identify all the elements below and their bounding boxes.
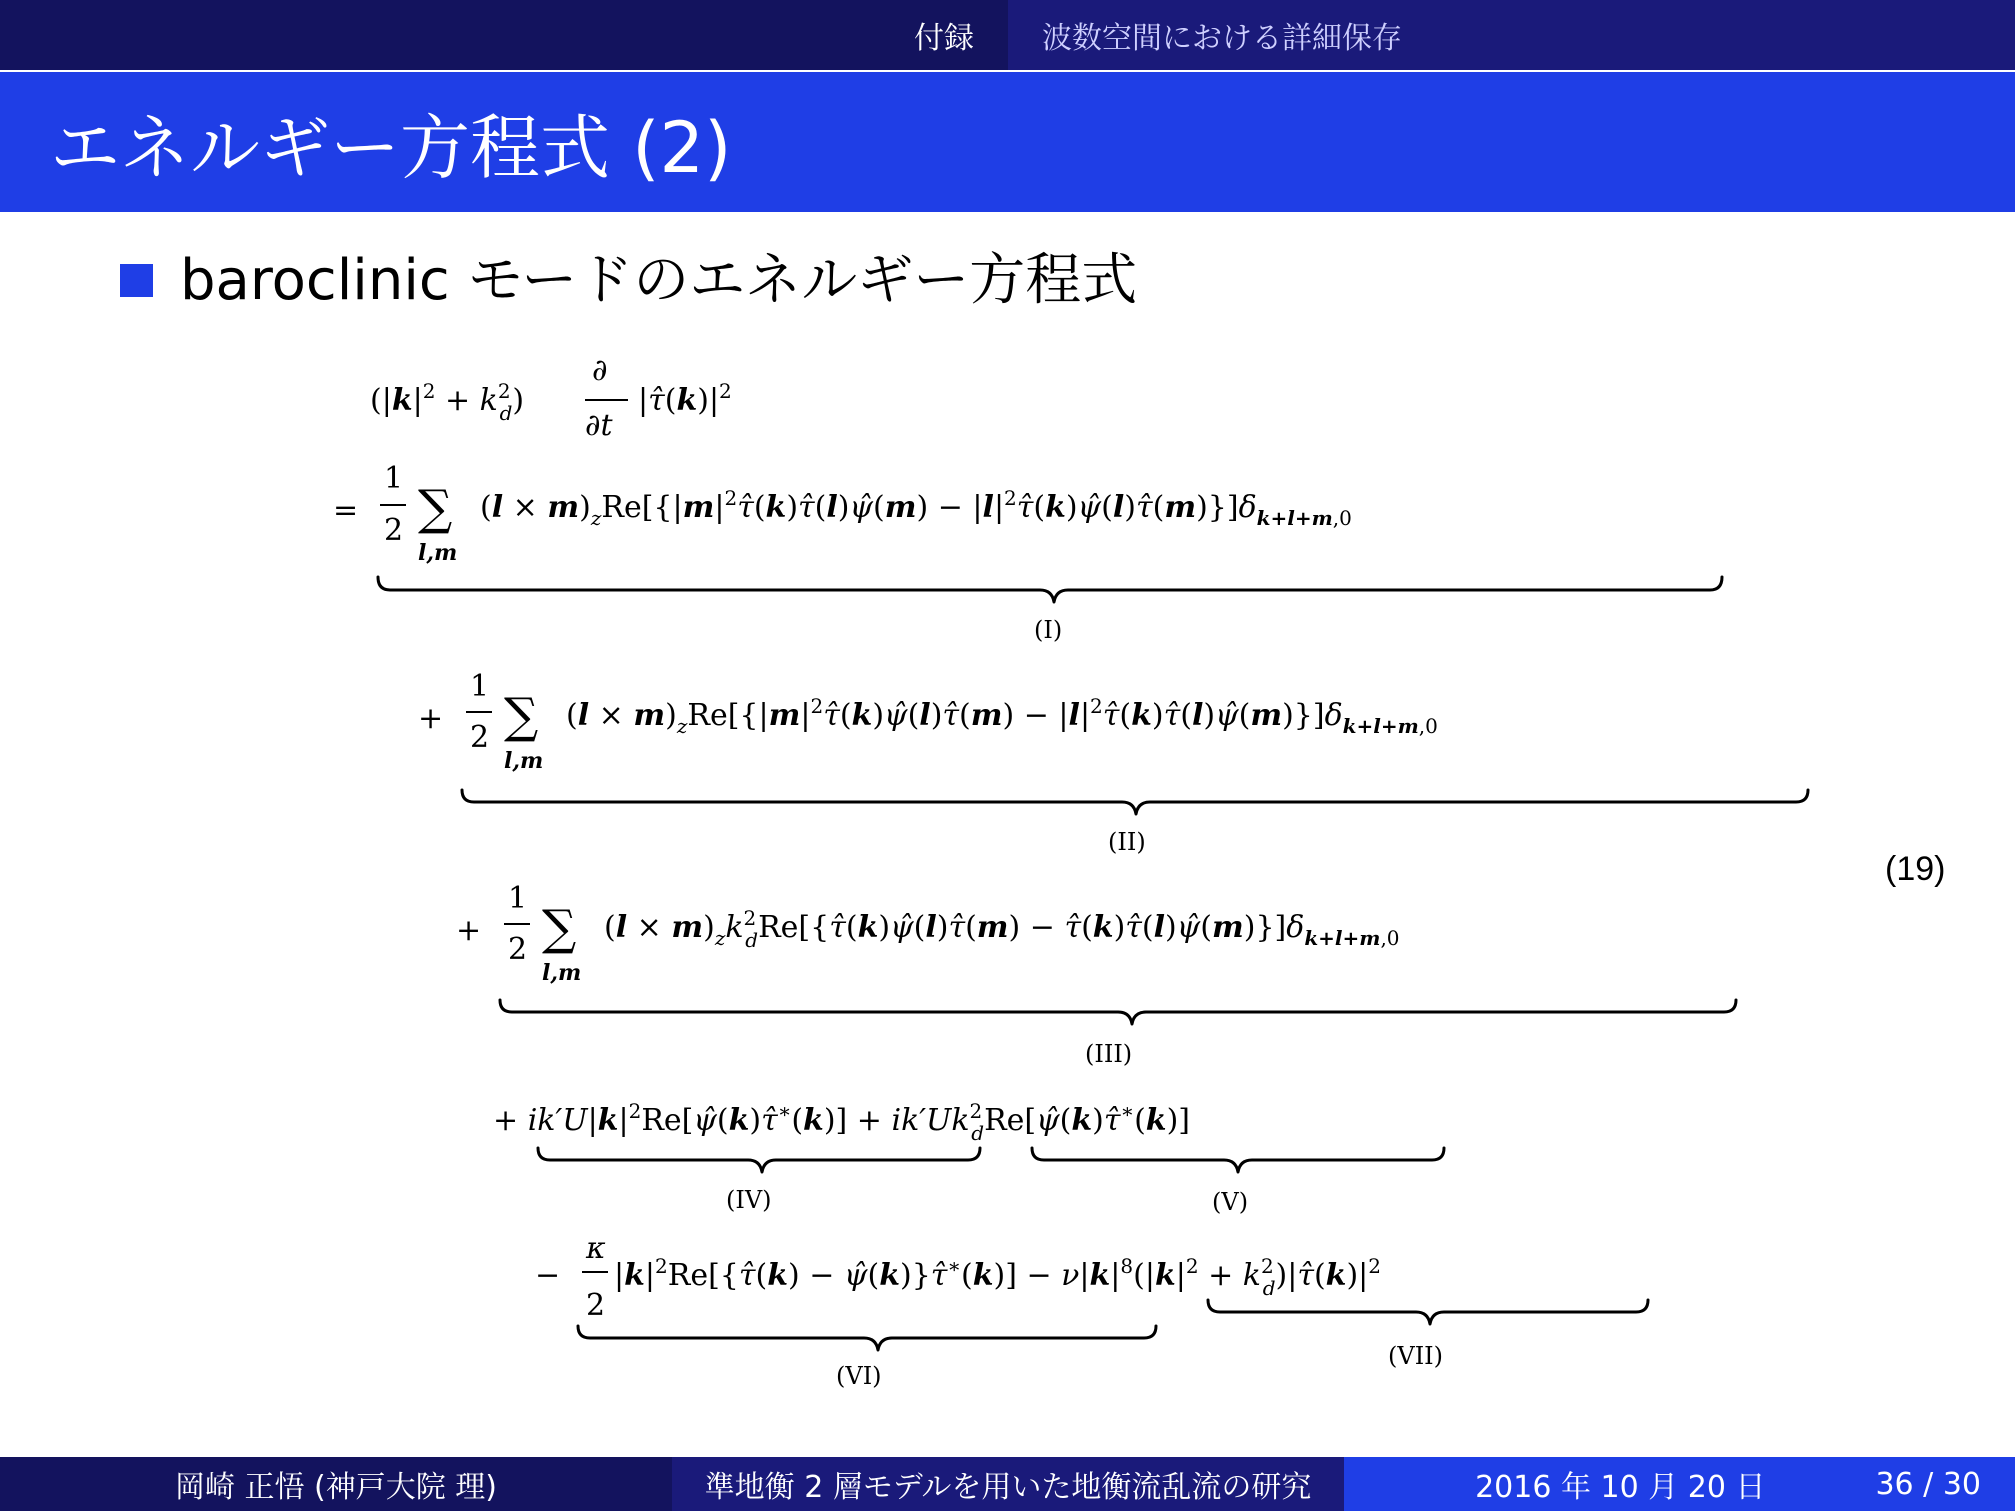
- nav-section-appendix[interactable]: 付録: [914, 21, 974, 56]
- term-label-I: (I): [1034, 616, 1063, 644]
- term-label-VI: (VI): [836, 1362, 882, 1390]
- footer-page-number: 36 / 30: [1875, 1466, 1981, 1502]
- svg-text:−: −: [535, 1258, 561, 1293]
- equation-term-IV-V: [493, 1099, 1444, 1216]
- term-label-IV: (IV): [726, 1186, 772, 1214]
- top-navigation: [0, 0, 2015, 70]
- footer-author: 岡崎 正悟 (神戸大院 理): [0, 1457, 672, 1511]
- term-label-II: (II): [1108, 828, 1146, 856]
- svg-text:∑: ∑: [418, 480, 453, 536]
- bullet-square-icon: [120, 264, 153, 297]
- svg-text:l,m: l,m: [418, 540, 458, 566]
- footer-date: 2016 年 10 月 20 日: [1475, 1470, 1766, 1505]
- svg-text:|τ̂(k)|2: $|\taû(k)|^2$: [638, 379, 732, 418]
- slide-title-bar: [0, 72, 2015, 212]
- equation-term-VI-VII: [535, 1231, 1648, 1390]
- nav-subsection[interactable]: 波数空間における詳細保存: [1008, 0, 2015, 70]
- svg-text:∑: ∑: [504, 688, 539, 744]
- svg-text:+: +: [456, 913, 482, 948]
- svg-text:+ ik′U|k|2Re[ψ̂(k)τ̂∗(k)] + ik: + $ik'U|k|^2Re[\psî(k)\taû^∗(k)] + ik'Uk^2$ dRe[ψ̂(k)τ̂∗(k)]: [493, 1099, 1191, 1145]
- equation-lhs: [370, 353, 732, 443]
- term-label-VII: (VII): [1388, 1342, 1444, 1370]
- term-label-III: (III): [1085, 1040, 1133, 1068]
- svg-text:|k|2Re[{τ̂(k) − ψ̂(k)}τ̂∗(k)]: $|k|^2Re[\{\taû(k)$ − ψ̂(k)}τ̂∗(k)] − $\nu|k|^8(|k|^2 + k^2$ $d)|\taû(k)|^2$: [614, 1254, 1382, 1300]
- svg-text:1: 1: [508, 881, 528, 916]
- equation-number: (19): [1885, 850, 1946, 888]
- svg-text:+: +: [418, 701, 444, 736]
- footer-date-page: [1344, 1457, 2015, 1511]
- footer-bar: [0, 1457, 2015, 1511]
- equation-term-III: [456, 881, 1736, 1068]
- svg-text:∑: ∑: [542, 900, 577, 956]
- svg-text:κ: κ: [586, 1231, 606, 1266]
- equation-term-I: [333, 461, 1722, 644]
- svg-text:∂t: ∂t: [585, 408, 613, 443]
- svg-text:(l × m)zRe[{|m|2τ̂(k)ψ̂(l)τ̂(m: $(l \times m)_zRe[\{|m|^2\taû(k)\psî(l)\taû(m)$ − $|l|^2\taû(k)\taû(l)\psî(m)\}]\delta_{k+l+m},0$: [566, 694, 1438, 738]
- svg-text:2: 2: [384, 513, 404, 548]
- equation-term-II: [418, 669, 1808, 856]
- slide-title: エネルギー方程式 (2): [50, 106, 732, 189]
- term-label-V: (V): [1212, 1188, 1249, 1216]
- footer-talk-title: 準地衡 2 層モデルを用いた地衡流乱流の研究: [672, 1457, 1344, 1511]
- svg-text:2: 2: [508, 932, 528, 967]
- svg-text:(|k|2 + k2d): ($|k|^2 + k^2$ d): [370, 379, 525, 425]
- svg-text:(l × m)zRe[{|m|2τ̂(k)τ̂(l)ψ̂(m: $(l \times m)_zRe[\{|m|^2\taû(k)\taû(l)\psî(m)$ − $|l|^2\taû(k)\psî(l)\taû(m)\}]\delta_{k+l+m},0$: [480, 486, 1352, 530]
- energy-equation: [0, 330, 2015, 1410]
- svg-text:l,m: l,m: [542, 960, 582, 986]
- svg-text:(l × m)zk2dRe[{τ̂(k)ψ̂(l)τ̂(m): $(l \times m)_zk^2$ dRe[{τ̂(k)ψ̂(l)τ̂(m) − $\taû(k)\taû(l)\psî(m)\}]\delta_{k+l+m},0$: [604, 906, 1400, 952]
- svg-text:1: 1: [384, 461, 404, 496]
- svg-text:∂: ∂: [592, 353, 608, 388]
- svg-text:l,m: l,m: [504, 748, 544, 774]
- svg-text:=: =: [333, 493, 359, 528]
- svg-text:2: 2: [586, 1288, 606, 1323]
- svg-text:2: 2: [470, 720, 490, 755]
- svg-text:1: 1: [470, 669, 490, 704]
- bullet-text: baroclinic モードのエネルギー方程式: [180, 248, 1138, 313]
